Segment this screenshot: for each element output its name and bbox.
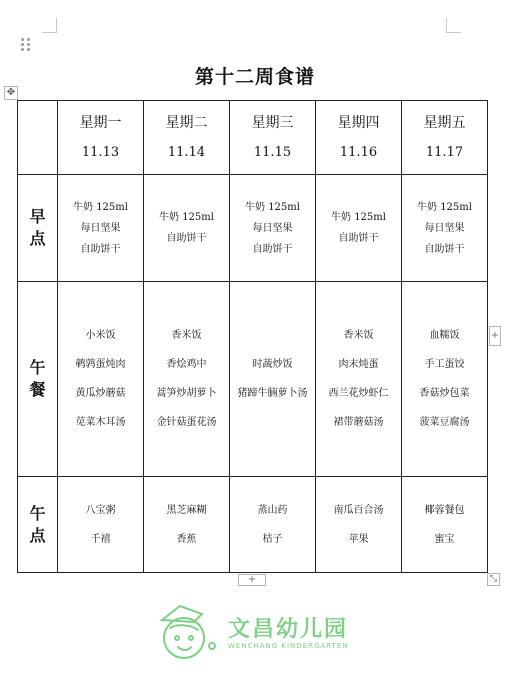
day-header-cell[interactable] <box>230 101 316 175</box>
menu-cell[interactable] <box>58 282 144 477</box>
drag-handle-icon[interactable] <box>20 38 32 52</box>
day-date: 11.16 <box>339 144 378 160</box>
menu-item: 菠菜豆腐汤 <box>419 417 470 428</box>
day-date: 11.14 <box>167 144 206 160</box>
add-column-button[interactable]: + <box>489 326 501 346</box>
menu-cell[interactable] <box>58 477 144 573</box>
menu-cell[interactable] <box>230 477 316 573</box>
table-move-handle-icon[interactable]: ✥ <box>4 86 18 100</box>
breakfast-row <box>18 175 488 282</box>
page-corner-mark-top-right <box>446 18 461 33</box>
menu-table <box>17 100 488 573</box>
day-header-cell[interactable] <box>58 101 144 175</box>
menu-item: 八宝粥 <box>85 504 116 516</box>
menu-item: 香菇炒包菜 <box>419 388 470 399</box>
menu-item: 血糯饭 <box>429 330 460 341</box>
menu-item: 西兰花炒虾仁 <box>328 388 389 399</box>
day-header-cell[interactable] <box>144 101 230 175</box>
menu-item: 金针菇蛋花汤 <box>156 417 217 428</box>
menu-cell[interactable] <box>230 282 316 477</box>
meal-label-lunch: 午 餐 <box>18 282 58 477</box>
day-date: 11.15 <box>253 144 292 160</box>
logo-subtitle: WENCHANG KINDERGARTEN <box>228 642 349 650</box>
menu-item: 自助饼干 <box>338 233 379 244</box>
table-resize-handle-icon[interactable]: ⤡ <box>487 573 500 586</box>
header-row <box>18 101 488 175</box>
menu-cell[interactable] <box>58 175 144 282</box>
document-title: 第十二周食谱 <box>194 66 315 88</box>
menu-item: 鹌鹑蛋炖肉 <box>75 359 126 370</box>
day-header-cell[interactable] <box>402 101 488 175</box>
menu-item: 南瓜百合汤 <box>333 504 384 516</box>
menu-cell[interactable] <box>402 175 488 282</box>
afternoon-snack-row <box>18 477 488 573</box>
menu-item: 时蔬炒饭 <box>252 359 293 370</box>
menu-item: 自助饼干 <box>424 243 465 255</box>
day-name: 星期一 <box>79 114 122 131</box>
page-corner-mark-top-left <box>42 18 57 33</box>
menu-item: 香烩鸡中 <box>166 359 207 370</box>
menu-item: 黄瓜炒蘑菇 <box>75 388 126 399</box>
menu-item: 椰蓉餐包 <box>424 504 465 516</box>
menu-cell[interactable] <box>230 175 316 282</box>
menu-item: 肉末炖蛋 <box>338 359 379 370</box>
day-name: 星期二 <box>165 114 208 131</box>
menu-item: 手工蛋饺 <box>424 359 465 370</box>
menu-item: 香蕉 <box>176 533 197 545</box>
menu-cell[interactable] <box>316 477 402 573</box>
meal-label-afternoon-snack: 午 点 <box>18 477 58 573</box>
day-date: 11.13 <box>81 144 120 160</box>
menu-cell[interactable] <box>316 282 402 477</box>
menu-cell[interactable] <box>402 477 488 573</box>
menu-item: 蒿笋炒胡萝卜 <box>156 388 217 399</box>
day-name: 星期三 <box>251 114 294 131</box>
menu-cell[interactable] <box>144 175 230 282</box>
menu-item: 牛奶 125ml <box>331 212 386 223</box>
menu-item: 牛奶 125ml <box>417 201 472 213</box>
day-date: 11.17 <box>425 144 464 160</box>
menu-cell[interactable] <box>402 282 488 477</box>
day-name: 星期五 <box>423 114 466 131</box>
menu-item: 小米饭 <box>85 330 116 341</box>
lunch-row <box>18 282 488 477</box>
menu-item: 黑芝麻糊 <box>166 504 207 516</box>
menu-item: 每日坚果 <box>80 222 121 234</box>
menu-item: 自助饼干 <box>166 233 207 244</box>
meal-label-breakfast: 早 点 <box>18 175 58 282</box>
day-name: 星期四 <box>337 114 380 131</box>
menu-cell[interactable] <box>316 175 402 282</box>
day-header-cell[interactable] <box>316 101 402 175</box>
menu-item: 苋菜木耳汤 <box>75 417 126 428</box>
menu-cell[interactable] <box>144 282 230 477</box>
logo-name: 文昌幼儿园 <box>228 617 349 642</box>
menu-item: 裙带蘑菇汤 <box>333 417 384 428</box>
menu-cell[interactable] <box>144 477 230 573</box>
menu-item: 苹果 <box>348 533 369 545</box>
menu-item: 每日坚果 <box>424 222 465 234</box>
header-corner-cell <box>18 101 58 175</box>
menu-item: 猪蹄牛腩萝卜汤 <box>237 388 308 399</box>
menu-item: 牛奶 125ml <box>73 201 128 213</box>
menu-item: 蒸山药 <box>257 504 288 516</box>
menu-item: 桔子 <box>262 533 283 545</box>
menu-item: 蜜宝 <box>434 533 455 545</box>
menu-item: 香米饭 <box>171 330 202 341</box>
menu-item: 千禧 <box>90 533 111 545</box>
kindergarten-logo <box>150 598 370 662</box>
menu-item: 自助饼干 <box>80 243 121 255</box>
menu-item: 自助饼干 <box>252 243 293 255</box>
menu-item: 牛奶 125ml <box>245 201 300 213</box>
menu-item: 香米饭 <box>343 330 374 341</box>
child-face-icon <box>150 598 220 662</box>
add-row-button[interactable]: + <box>238 574 266 586</box>
menu-item: 牛奶 125ml <box>159 212 214 223</box>
menu-item: 每日坚果 <box>252 222 293 234</box>
